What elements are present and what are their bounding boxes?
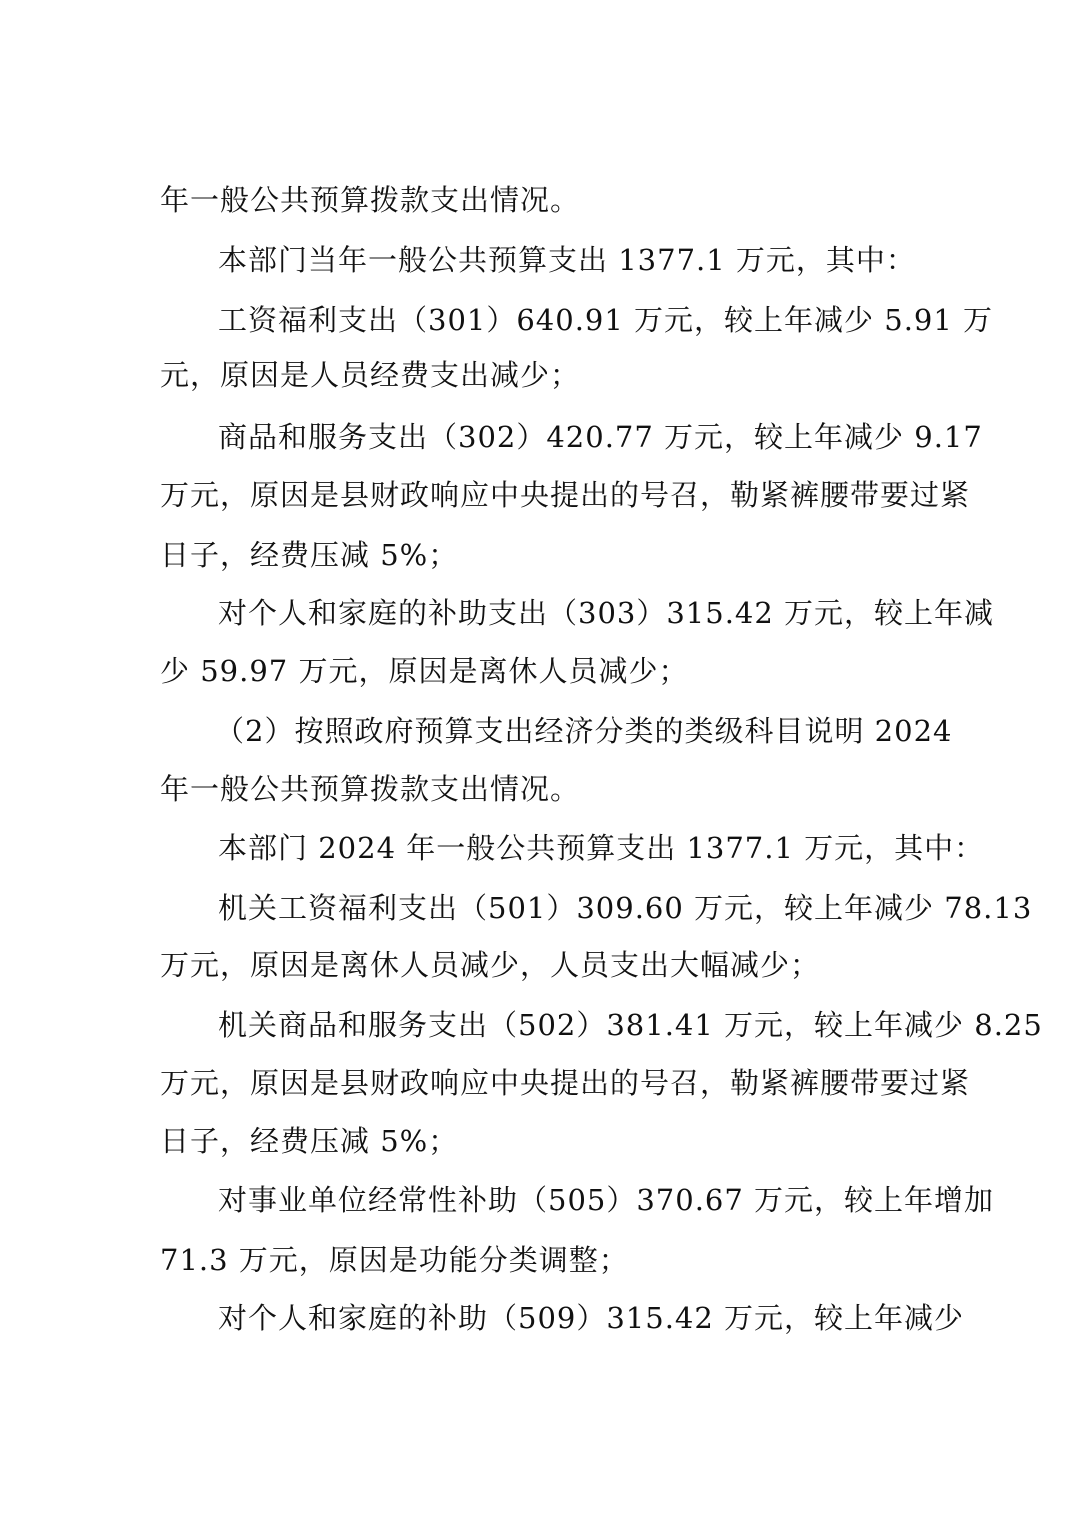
- paragraph-line: 万元，原因是离休人员减少，人员支出大幅减少；: [160, 948, 821, 982]
- paragraph-line: 日子，经费压减 5%；: [160, 1124, 459, 1158]
- paragraph-line: 机关工资福利支出（501）309.60 万元，较上年减少 78.13: [218, 891, 1033, 925]
- paragraph-line: 本部门 2024 年一般公共预算支出 1377.1 万元，其中：: [218, 831, 985, 865]
- paragraph-line: 工资福利支出（301）640.91 万元，较上年减少 5.91 万: [218, 303, 994, 337]
- paragraph-line: 对个人和家庭的补助支出（303）315.42 万元，较上年减: [218, 596, 995, 630]
- paragraph-line: （2）按照政府预算支出经济分类的类级科目说明 2024: [215, 714, 953, 748]
- paragraph-line: 万元，原因是县财政响应中央提出的号召，勒紧裤腰带要过紧: [160, 478, 971, 512]
- paragraph-line: 日子，经费压减 5%；: [160, 538, 459, 572]
- paragraph-line: 少 59.97 万元，原因是离休人员减少；: [160, 654, 689, 688]
- paragraph-line: 商品和服务支出（302）420.77 万元，较上年减少 9.17: [218, 420, 983, 454]
- paragraph-line: 71.3 万元，原因是功能分类调整；: [160, 1243, 629, 1277]
- paragraph-line: 年一般公共预算拨款支出情况。: [160, 772, 581, 806]
- paragraph-line: 元，原因是人员经费支出减少；: [160, 358, 581, 392]
- paragraph-line: 年一般公共预算拨款支出情况。: [160, 183, 581, 217]
- paragraph-line: 对个人和家庭的补助（509）315.42 万元，较上年减少: [218, 1301, 965, 1335]
- paragraph-line: 机关商品和服务支出（502）381.41 万元，较上年减少 8.25: [218, 1008, 1043, 1042]
- paragraph-line: 对事业单位经常性补助（505）370.67 万元，较上年增加: [218, 1183, 995, 1217]
- paragraph-line: 万元，原因是县财政响应中央提出的号召，勒紧裤腰带要过紧: [160, 1066, 971, 1100]
- paragraph-line: 本部门当年一般公共预算支出 1377.1 万元，其中：: [218, 243, 916, 277]
